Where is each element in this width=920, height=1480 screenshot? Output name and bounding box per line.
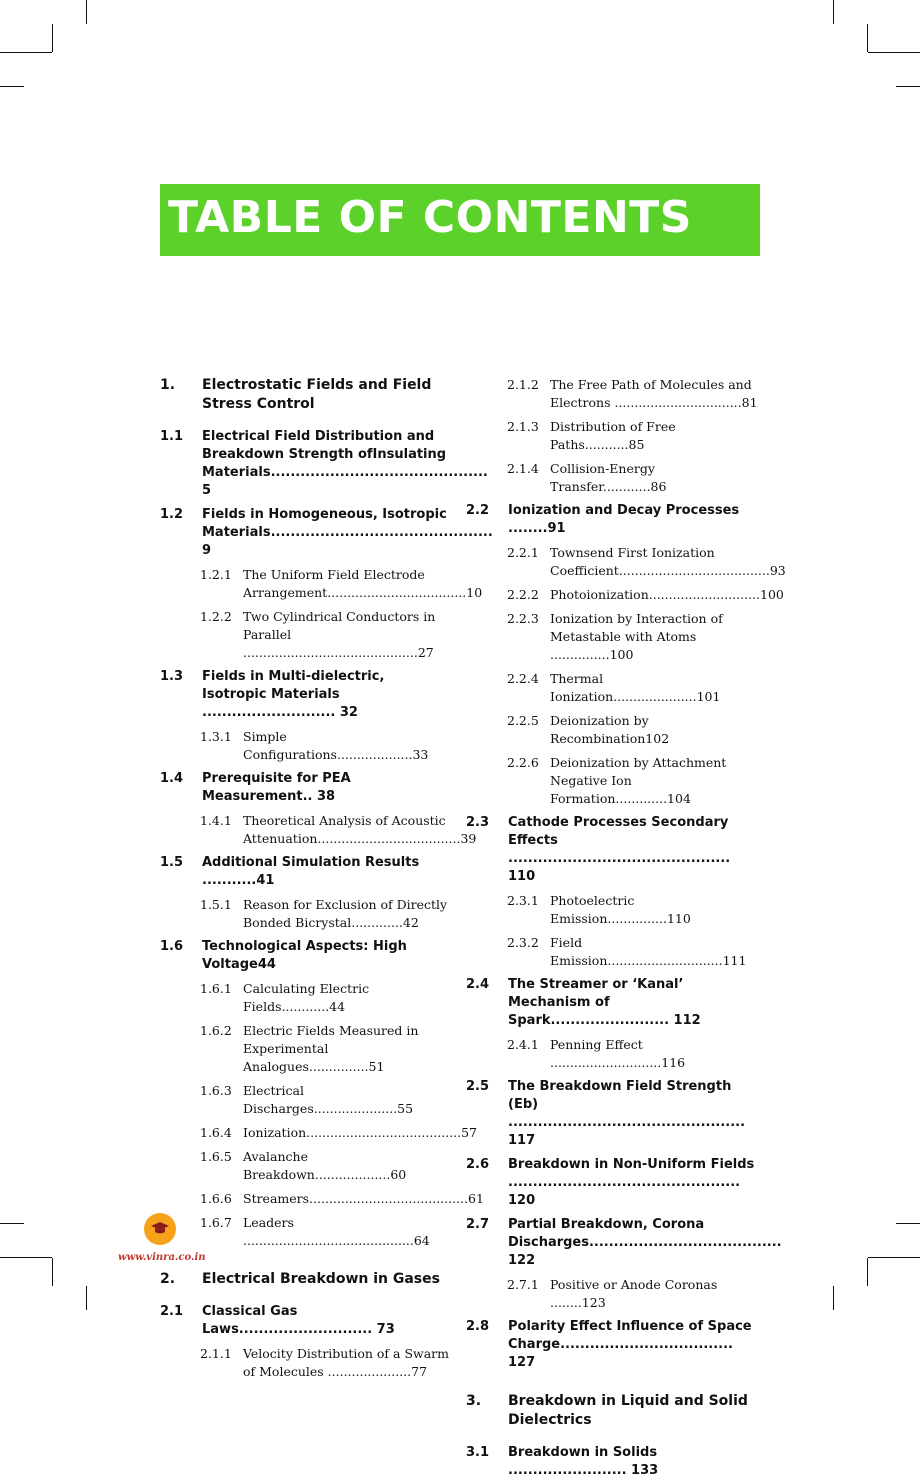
toc-entry[interactable]	[160, 812, 477, 848]
toc-entry-title: Photoionization............................100	[550, 587, 784, 602]
toc-entry[interactable]	[466, 544, 786, 580]
toc-entry-number: 2.7	[466, 1217, 490, 1232]
toc-entry-number: 2.2	[466, 503, 490, 518]
toc-entry-number: 2.1.2	[507, 377, 539, 392]
toc-entry[interactable]	[160, 770, 452, 806]
toc-entry-number: 2.3.2	[507, 935, 539, 950]
toc-entry[interactable]	[160, 668, 452, 722]
toc-entry[interactable]	[466, 1156, 760, 1210]
toc-entry[interactable]	[160, 1345, 452, 1381]
toc-entry-number: 1.6.7	[200, 1215, 232, 1230]
toc-entry-title: Cathode Processes Secondary Effects ............................................. 110	[508, 815, 731, 884]
toc-entry-number: 2.1.4	[507, 461, 539, 476]
toc-entry-number: 1.6.2	[200, 1023, 232, 1038]
toc-entry-title: Velocity Distribution of a Swarm of Molecules .....................77	[243, 1346, 450, 1379]
toc-entry-title: Calculating Electric Fields............44	[243, 981, 370, 1014]
toc-entry[interactable]	[160, 608, 452, 662]
toc-entry[interactable]	[466, 586, 784, 604]
title-banner	[160, 184, 760, 256]
toc-entry-number: 1.6.5	[200, 1149, 232, 1164]
toc-entry[interactable]	[466, 460, 760, 496]
toc-entry-number: 2.2.3	[507, 611, 539, 626]
toc-entry-title: Deionization by Attachment Negative Ion Formation.............104	[550, 755, 727, 806]
toc-entry-title: Distribution of Free Paths...........85	[550, 419, 676, 452]
toc-entry-number: 2.1.1	[200, 1346, 232, 1361]
toc-entry-title: Leaders ...........................................64	[243, 1215, 430, 1248]
toc-entry[interactable]	[466, 814, 760, 886]
toc-entry[interactable]	[466, 1078, 760, 1150]
toc-entry[interactable]	[160, 1022, 452, 1076]
crop-mark	[868, 1257, 920, 1258]
crop-mark	[868, 52, 920, 53]
toc-entry-number: 2.2.4	[507, 671, 539, 686]
toc-entry-title: Fields in Multi-dielectric, Isotropic Materials ........................... 32	[202, 669, 385, 720]
toc-entry-number: 2.4	[466, 977, 490, 992]
toc-entry[interactable]	[160, 980, 452, 1016]
toc-entry[interactable]	[466, 934, 760, 970]
toc-entry-title: Simple Configurations...................33	[243, 729, 429, 762]
toc-entry-number: 1.6.6	[200, 1191, 232, 1206]
toc-entry-title: Theoretical Analysis of Acoustic Attenuation....................................39	[243, 813, 477, 846]
toc-entry-title: Ionization.......................................57	[243, 1125, 478, 1140]
toc-entry-title: Photoelectric Emission...............110	[550, 893, 691, 926]
toc-entry-title: Fields in Homogeneous, Isotropic Materials............................................. 9	[202, 507, 493, 558]
crop-mark	[833, 1286, 834, 1310]
toc-entry-number: 3.1	[466, 1445, 490, 1460]
toc-entry-title: Electrical Discharges.....................55	[243, 1083, 414, 1116]
toc-entry-title: Positive or Anode Coronas ........123	[550, 1277, 718, 1310]
toc-entry[interactable]	[466, 1392, 760, 1430]
toc-entry[interactable]	[466, 418, 760, 454]
toc-entry-title: The Streamer or ‘Kanal’ Mechanism of Spark........................ 112	[508, 977, 701, 1028]
toc-entry-title: Ionization by Interaction of Metastable with Atoms ...............100	[550, 611, 723, 662]
toc-entry-number: 1.5	[160, 855, 184, 870]
toc-entry-number: 2.4.1	[507, 1037, 539, 1052]
toc-entry-title: Breakdown in Liquid and Solid Dielectrics	[508, 1393, 748, 1428]
crop-mark	[896, 86, 920, 87]
toc-entry-title: The Breakdown Field Strength (Eb) ................................................ 117	[508, 1079, 746, 1148]
toc-entry-number: 2.5	[466, 1079, 490, 1094]
toc-entry[interactable]	[160, 896, 452, 932]
toc-entry[interactable]	[160, 1214, 452, 1250]
toc-entry-number: 2.6	[466, 1157, 490, 1172]
toc-entry-number: 1.2.1	[200, 567, 232, 582]
toc-entry-number: 1.5.1	[200, 897, 232, 912]
toc-entry-title: Collision-Energy Transfer............86	[550, 461, 667, 494]
toc-entry-title: Breakdown in Solids ........................ 133	[508, 1445, 659, 1478]
publisher-url: www.vinra.co.in	[118, 1252, 206, 1263]
toc-entry-number: 1.3	[160, 669, 184, 684]
toc-entry-title: Deionization by Recombination102	[550, 713, 670, 746]
toc-entry-title: Thermal Ionization.....................101	[550, 671, 721, 704]
toc-entry-title: Electrical Breakdown in Gases	[202, 1271, 440, 1287]
toc-entry-title: Penning Effect ............................116	[550, 1037, 686, 1070]
toc-entry[interactable]	[160, 1303, 452, 1339]
toc-entry-number: 1.6.4	[200, 1125, 232, 1140]
toc-entry[interactable]	[466, 754, 760, 808]
toc-entry[interactable]	[160, 1124, 478, 1142]
toc-entry-title: The Uniform Field Electrode Arrangement...................................10	[243, 567, 483, 600]
toc-entry-title: Additional Simulation Results ...........41	[202, 855, 420, 888]
toc-entry[interactable]	[466, 976, 760, 1030]
toc-entry-number: 1.	[160, 377, 176, 393]
toc-right-column	[466, 374, 786, 1480]
toc-entry-number: 2.1	[160, 1304, 184, 1319]
toc-entry-number: 2.8	[466, 1319, 490, 1334]
graduation-cap-icon	[150, 1221, 170, 1237]
toc-entry[interactable]	[466, 376, 760, 412]
crop-mark	[86, 0, 87, 24]
toc-entry[interactable]	[160, 1148, 452, 1184]
crop-mark	[896, 1223, 920, 1224]
toc-entry[interactable]	[466, 1318, 760, 1372]
toc-entry[interactable]	[466, 1036, 760, 1072]
toc-entry-title: Electric Fields Measured in Experimental Analogues...............51	[243, 1023, 419, 1074]
toc-entry-number: 1.4.1	[200, 813, 232, 828]
toc-entry[interactable]	[466, 1444, 760, 1480]
toc-entry-title: Partial Breakdown, Corona Discharges....................................... 122	[508, 1217, 782, 1268]
toc-entry[interactable]	[160, 1190, 484, 1208]
toc-entry-number: 2.	[160, 1271, 176, 1287]
toc-entry[interactable]	[466, 1216, 782, 1270]
toc-entry[interactable]	[160, 376, 452, 414]
toc-entry[interactable]	[466, 1276, 760, 1312]
toc-entry-title: The Free Path of Molecules and Electrons ................................81	[550, 377, 758, 410]
toc-entry-number: 1.6.3	[200, 1083, 232, 1098]
toc-entry[interactable]	[160, 728, 452, 764]
toc-entry[interactable]	[160, 854, 452, 890]
toc-entry-number: 1.1	[160, 429, 184, 444]
toc-entry-title: Breakdown in Non-Uniform Fields ............................................... 120	[508, 1157, 755, 1208]
toc-entry[interactable]	[160, 428, 488, 500]
crop-mark	[52, 24, 53, 52]
toc-entry-title: Technological Aspects: High Voltage44	[202, 939, 407, 972]
crop-mark	[52, 1258, 53, 1286]
crop-mark	[0, 86, 24, 87]
crop-mark	[86, 1286, 87, 1310]
toc-entry-title: Electrical Field Distribution and Breakdown Strength ofInsulating Materials............................................ 5	[202, 429, 488, 498]
toc-entry-number: 1.4	[160, 771, 184, 786]
crop-mark	[0, 52, 52, 53]
toc-entry-number: 2.3	[466, 815, 490, 830]
toc-entry-number: 2.2.5	[507, 713, 539, 728]
toc-entry[interactable]	[466, 892, 760, 928]
toc-entry[interactable]	[466, 502, 760, 538]
toc-entry[interactable]	[160, 566, 483, 602]
toc-entry[interactable]	[466, 670, 760, 706]
toc-entry-number: 2.1.3	[507, 419, 539, 434]
toc-entry-number: 2.2.2	[507, 587, 539, 602]
toc-entry-number: 1.6.1	[200, 981, 232, 996]
toc-entry-number: 1.6	[160, 939, 184, 954]
toc-entry-title: Ionization and Decay Processes ........91	[508, 503, 740, 536]
crop-mark	[867, 1258, 868, 1286]
crop-mark	[867, 24, 868, 52]
crop-mark	[833, 0, 834, 24]
toc-entry-title: Polarity Effect Influence of Space Charge................................... 127	[508, 1319, 752, 1370]
toc-entry-number: 2.7.1	[507, 1277, 539, 1292]
toc-entry[interactable]	[160, 938, 452, 974]
toc-entry[interactable]	[466, 712, 760, 748]
toc-entry-number: 2.2.1	[507, 545, 539, 560]
toc-entry-title: Field Emission.............................111	[550, 935, 747, 968]
toc-entry[interactable]	[160, 1082, 452, 1118]
toc-entry-title: Two Cylindrical Conductors in Parallel ............................................27	[243, 609, 436, 660]
toc-entry-number: 1.3.1	[200, 729, 232, 744]
toc-entry-number: 3.	[466, 1393, 482, 1409]
toc-entry-title: Classical Gas Laws........................... 73	[202, 1304, 395, 1337]
toc-entry-title: Electrostatic Fields and Field Stress Control	[202, 377, 432, 412]
page-title: TABLE OF CONTENTS	[168, 192, 692, 243]
toc-entry-number: 1.2	[160, 507, 184, 522]
toc-entry-title: Reason for Exclusion of Directly Bonded Bicrystal.............42	[243, 897, 448, 930]
crop-mark	[0, 1257, 52, 1258]
toc-entry-title: Prerequisite for PEA Measurement.. 38	[202, 771, 351, 804]
publisher-logo	[144, 1213, 176, 1245]
toc-entry-number: 2.2.6	[507, 755, 539, 770]
toc-entry-number: 2.3.1	[507, 893, 539, 908]
toc-entry-number: 1.2.2	[200, 609, 232, 624]
toc-entry[interactable]	[466, 610, 760, 664]
crop-mark	[0, 1223, 24, 1224]
toc-entry-title: Townsend First Ionization Coefficient......................................93	[550, 545, 786, 578]
toc-entry-title: Streamers........................................61	[243, 1191, 484, 1206]
toc-entry-title: Avalanche Breakdown...................60	[243, 1149, 407, 1182]
toc-entry[interactable]	[160, 1270, 452, 1289]
